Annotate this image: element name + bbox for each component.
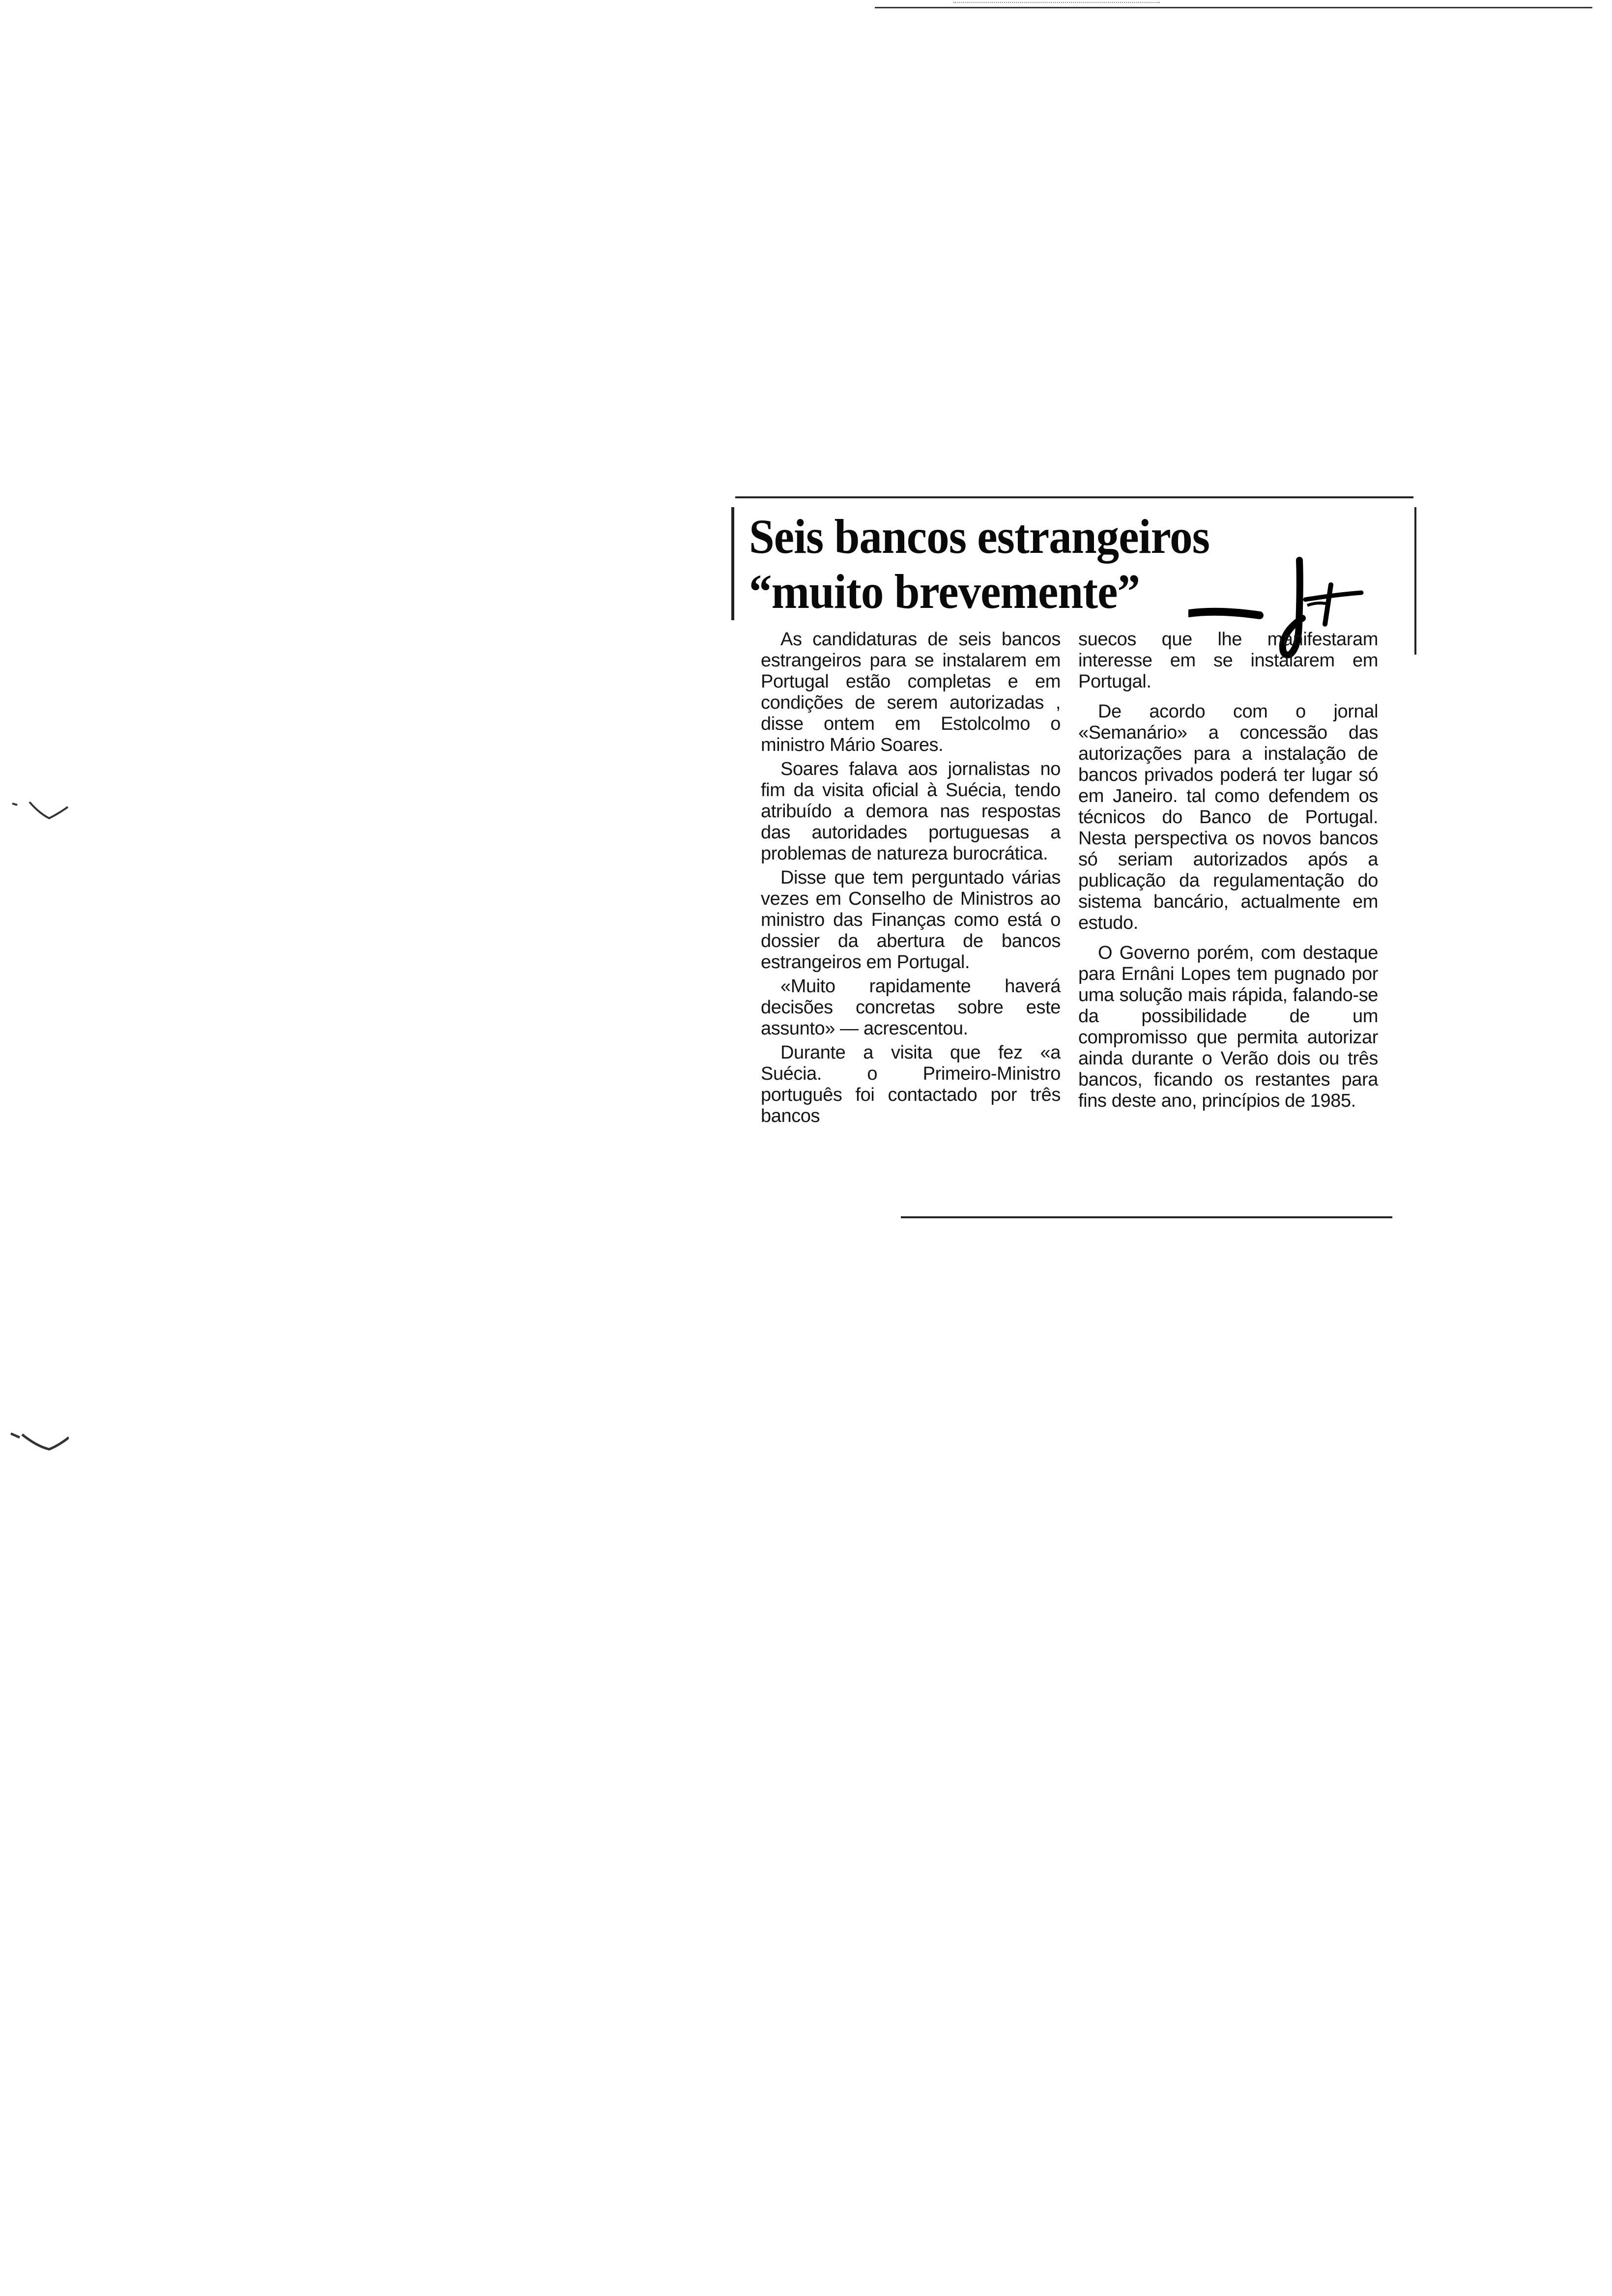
paragraph: «Muito rapidamente haverá decisões concretas sobre este assunto» — acrescentou. — [761, 976, 1061, 1039]
paragraph: Durante a visita que fez «a Suécia. o Primeiro-Ministro português foi contactado por três bancos — [761, 1042, 1061, 1126]
newspaper-clipping — [731, 496, 1419, 1229]
paragraph: As candidaturas de seis bancos estrangeiros para se instalarem em Portugal estão completas e em condições de serem autorizadas , disse ontem em Estolcolmo o ministro Mário Soares. — [761, 629, 1061, 755]
frame-left-rule — [731, 507, 734, 620]
headline-line-1: Seis bancos estrangeiros — [749, 509, 1209, 564]
margin-tick-mark — [10, 1428, 69, 1457]
scan-rule-top-dotted — [953, 2, 1160, 3]
paragraph: Soares falava aos jornalistas no fim da visita oficial à Suécia, tendo atribuído a demora nas respostas das autoridades portuguesas a problemas de natureza burocrática. — [761, 759, 1061, 864]
article-column-2 — [1078, 629, 1378, 1115]
paragraph: suecos que lhe manifestaram interesse em se instalarem em Portugal. — [1078, 629, 1378, 692]
article-column-1 — [761, 629, 1061, 1130]
scan-rule-top — [875, 7, 1592, 8]
frame-top-rule — [735, 496, 1413, 498]
paragraph: De acordo com o jornal «Semanário» a concessão das autorizações para a instalação de bancos privados poderá ter lugar só em Janeiro. tal como defendem os técnicos do Banco de Portugal. Nesta perspectiva os novos bancos só seriam autorizados após a publicação da regulamentação do sistema bancário, actualmente em estudo. — [1078, 701, 1378, 933]
paragraph: O Governo porém, com destaque para Ernâni Lopes tem pugnado por uma solução mais rápida, falando-se da possibilidade de um compromisso que permita autorizar ainda durante o Verão dois ou três bancos, ficando os restantes para fins deste ano, princípios de 1985. — [1078, 943, 1378, 1111]
headline-line-2: “muito brevemente” — [749, 564, 1140, 619]
margin-tick-mark — [10, 796, 69, 826]
paragraph: Disse que tem perguntado várias vezes em Conselho de Ministros ao ministro das Finanças como está o dossier da abertura de bancos estrangeiros em Portugal. — [761, 867, 1061, 973]
frame-bottom-rule — [901, 1216, 1392, 1218]
